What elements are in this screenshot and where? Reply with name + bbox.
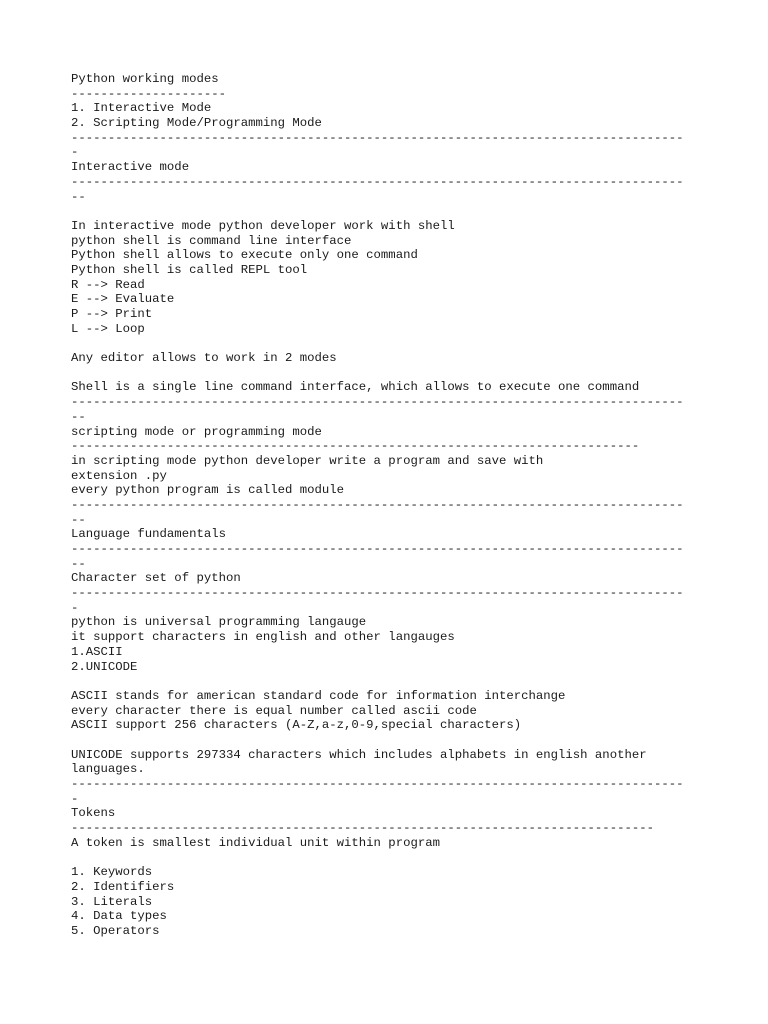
document-line: -: [71, 600, 79, 615]
document-line: -----------------------------------------------------------------------------------: [71, 777, 684, 791]
document-line: -----------------------------------------------------------------------------------: [71, 497, 684, 512]
document-line: L --> Loop: [71, 321, 145, 336]
document-line: 3. Literals: [71, 894, 153, 909]
document-line: -: [71, 145, 79, 160]
document-line: [71, 674, 721, 689]
document-line: 1. Interactive Mode: [71, 101, 212, 116]
document-line: scripting mode or programming mode: [71, 424, 322, 439]
document-line: --: [71, 409, 86, 424]
document-line: P --> Print: [71, 307, 153, 321]
document-line: 2. Identifiers: [71, 879, 175, 894]
document-line: Python shell is called REPL tool: [71, 262, 308, 277]
document-line: ---------------------: [71, 86, 226, 101]
document-line: 4. Data types: [71, 909, 167, 924]
document-line: --: [71, 512, 86, 527]
document-line: 5. Operators: [71, 923, 160, 938]
document-line: [71, 204, 721, 219]
document-line: Python working modes: [71, 72, 219, 86]
document-line: 1.ASCII: [71, 644, 123, 659]
document-line: 2. Scripting Mode/Programming Mode: [71, 116, 322, 131]
document-line: R --> Read: [71, 277, 145, 292]
document-line: --: [71, 556, 86, 571]
document-line: [71, 336, 721, 351]
document-line: ASCII support 256 characters (A-Z,a-z,0-9,special characters): [71, 718, 522, 733]
document-line: --: [71, 189, 86, 204]
document-line: Interactive mode: [71, 160, 190, 175]
document-line: [71, 366, 721, 381]
document-line: every python program is called module: [71, 483, 345, 498]
document-line: Python shell allows to execute only one command: [71, 248, 418, 263]
document-line: extension .py: [71, 468, 167, 483]
document-line: -----------------------------------------------------------------------------: [71, 439, 640, 454]
document-line: 1. Keywords: [71, 865, 153, 880]
document-line: -----------------------------------------------------------------------------------: [71, 174, 684, 189]
document-line: 2.UNICODE: [71, 659, 138, 674]
document-line: -----------------------------------------------------------------------------------: [71, 395, 684, 410]
document-page: [71, 72, 721, 939]
document-line: in scripting mode python developer write a program and save with: [71, 453, 544, 468]
document-line: Shell is a single line command interface, which allows to execute one command: [71, 380, 640, 395]
document-line: -: [71, 791, 79, 806]
document-line: E --> Evaluate: [71, 292, 175, 307]
document-line: python is universal programming langauge: [71, 615, 367, 630]
document-line: languages.: [71, 762, 145, 777]
document-line: -----------------------------------------------------------------------------------: [71, 130, 684, 145]
document-line: Language fundamentals: [71, 527, 226, 542]
document-line: every character there is equal number called ascii code: [71, 703, 477, 718]
document-line: it support characters in english and other langauges: [71, 630, 455, 645]
document-line: -------------------------------------------------------------------------------: [71, 821, 654, 836]
document-line: Any editor allows to work in 2 modes: [71, 351, 337, 366]
document-line: [71, 733, 721, 748]
document-line: Character set of python: [71, 571, 241, 586]
document-line: ASCII stands for american standard code for information interchange: [71, 688, 566, 703]
document-line: A token is smallest individual unit within program: [71, 835, 440, 850]
document-line: -----------------------------------------------------------------------------------: [71, 586, 684, 601]
document-line: Tokens: [71, 806, 116, 821]
document-line: -----------------------------------------------------------------------------------: [71, 542, 684, 556]
document-line: UNICODE supports 297334 characters which includes alphabets in english another: [71, 747, 647, 762]
document-line: [71, 850, 721, 865]
document-line: python shell is command line interface: [71, 233, 352, 248]
document-line: In interactive mode python developer work with shell: [71, 218, 455, 233]
